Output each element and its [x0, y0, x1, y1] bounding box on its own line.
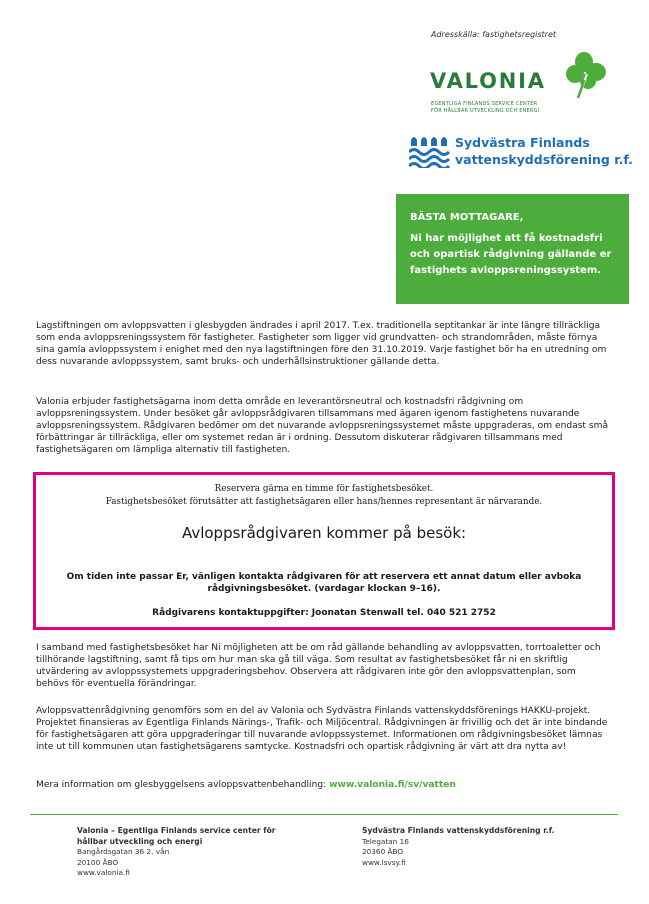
- visit-box: [33, 472, 615, 630]
- clover-leaf-icon: [560, 50, 608, 102]
- visit-heading: Avloppsrådgivaren kommer på besök:: [181, 524, 467, 542]
- footer-divider: [30, 814, 618, 815]
- greeting-title: BÄSTA MOTTAGARE,: [410, 212, 524, 223]
- greeting-body: Ni har möjlighet att få kostnadsfri och opartisk rådgivning gällande er fastighets avloppsreningssystem.: [410, 233, 612, 276]
- valonia-logo-text: VALONIA: [430, 69, 546, 93]
- footer-valonia: [77, 826, 276, 879]
- more-info-text: Mera information om glesbyggelsens avloppsvattenbehandling:: [36, 780, 327, 790]
- reserve-note-1: Reservera gärna en timme för fastighetsbesöket.: [214, 484, 434, 494]
- contact-note: Om tiden inte passar Er, vänligen kontakta rådgivaren för att reservera ett annat datum eller avboka rådgivningsbesöket. (vardagar klockan 9–16).: [66, 572, 582, 594]
- greeting-box: [396, 194, 629, 304]
- paragraph-advisory: Valonia erbjuder fastighetsägarna inom detta område en leverantörsneutral och kostnadsfri rådgivning om avloppsreningssystem. Under besöket går avloppsrådgivaren tillsammans med ägaren igenom fastighetens nuvarande avloppsreningssystem. Rådgivaren bedömer om det nuvarande avloppsreningssystemet måste uppgraderas, om endast små förbättringar är tillräckliga, eller om systemet redan är i ordning. Dessutom diskuterar rådgivaren tillsammans med fastighetsägaren om lämpliga alternativ till fastigheten.: [36, 397, 609, 456]
- more-info-link[interactable]: www.valonia.fi/sv/vatten: [329, 780, 456, 790]
- footer-svsf-name: Sydvästra Finlands vattenskyddsförening r.f.: [362, 826, 555, 835]
- footer-valonia-web[interactable]: www.valonia.fi: [77, 868, 130, 877]
- paragraph-legislation: Lagstiftningen om avloppsvatten i glesbygden ändrades i april 2017. T.ex. traditionella septitankar är inte längre tillräckliga som enda avloppsreningssystem för fastigheter. Fastigheter som ligger vid grundvatten- och strandområden, måste förnya sina gamla avloppssystem i enighet med den nya lagstiftningen före den 31.10.2019. Varje fastighet bör ha en utredning om dess nuvarande avloppssystem, samt bruks- och underhållsinstruktioner gällande detta.: [36, 321, 607, 368]
- more-info-line: [36, 780, 456, 790]
- paragraph-visit-info: I samband med fastighetsbesöket har Ni möjligheten att be om råd gällande behandling av avloppsvatten, torrtoaletter och tillhörande lagstiftning, samt få tips om hur man ska gå till väga. Som resultat av fastighetsbesöket får ni en skriftlig utvärdering av avloppssystemets uppgraderingsbehov. Observera att rådgivaren inte gör den avloppsvattenplan, som behövs för eventuella förändringar.: [36, 643, 601, 690]
- footer-valonia-name-1: Valonia – Egentliga Finlands service center för: [77, 826, 276, 835]
- svsf-logo-name-2: vattenskyddsförening r.f.: [455, 152, 633, 167]
- contact-details: Rådgivarens kontaktuppgifter: Joonatan Stenwall tel. 040 521 2752: [152, 608, 496, 618]
- footer-valonia-address: Bangårdsgatan 36 2. vån: [77, 847, 170, 856]
- address-source: Adresskälla: fastighetsregistret: [431, 30, 557, 39]
- paragraph-project-info: Avloppsvattenrådgivning genomförs som en del av Valonia och Sydvästra Finlands vattenskyddsförenings HAKKU-projekt. Projektet finansieras av Egentliga Finlands Närings-, Trafik- och Miljöcentral. Rådgivningen är frivillig och det är inte bindande för fastighetsägaren att göra uppgraderingar till nuvarande avloppssystemet. Informationen om rådgivningsbesöket lämnas inte ut till kommunen utan fastighetsägarens samtycke. Kostnadsfri och opartisk rådgivning är värt att dra nytta av!: [36, 706, 608, 753]
- footer-svsf-address: Telegatan 16: [362, 836, 409, 846]
- footer-svsf-web[interactable]: www.lsvsy.fi: [362, 857, 406, 867]
- waves-icon: [409, 134, 451, 168]
- svsf-logo-name-1: Sydvästra Finlands: [455, 135, 590, 150]
- valonia-tagline-1: EGENTLIGA FINLANDS SERVICE CENTER: [431, 101, 538, 107]
- footer-svsf: [362, 826, 555, 868]
- footer-valonia-postal: 20100 ÅBO: [77, 857, 119, 867]
- reserve-note-2: Fastighetsbesöket förutsätter att fastighetsägaren eller hans/hennes representant är närvarande.: [105, 497, 543, 507]
- footer-valonia-name-2: hållbar utveckling och energi: [77, 836, 203, 846]
- footer-svsf-postal: 20360 ÅBO: [362, 847, 404, 856]
- valonia-tagline-2: FÖR HÅLLBAR UTVECKLING OCH ENERGI: [431, 108, 540, 114]
